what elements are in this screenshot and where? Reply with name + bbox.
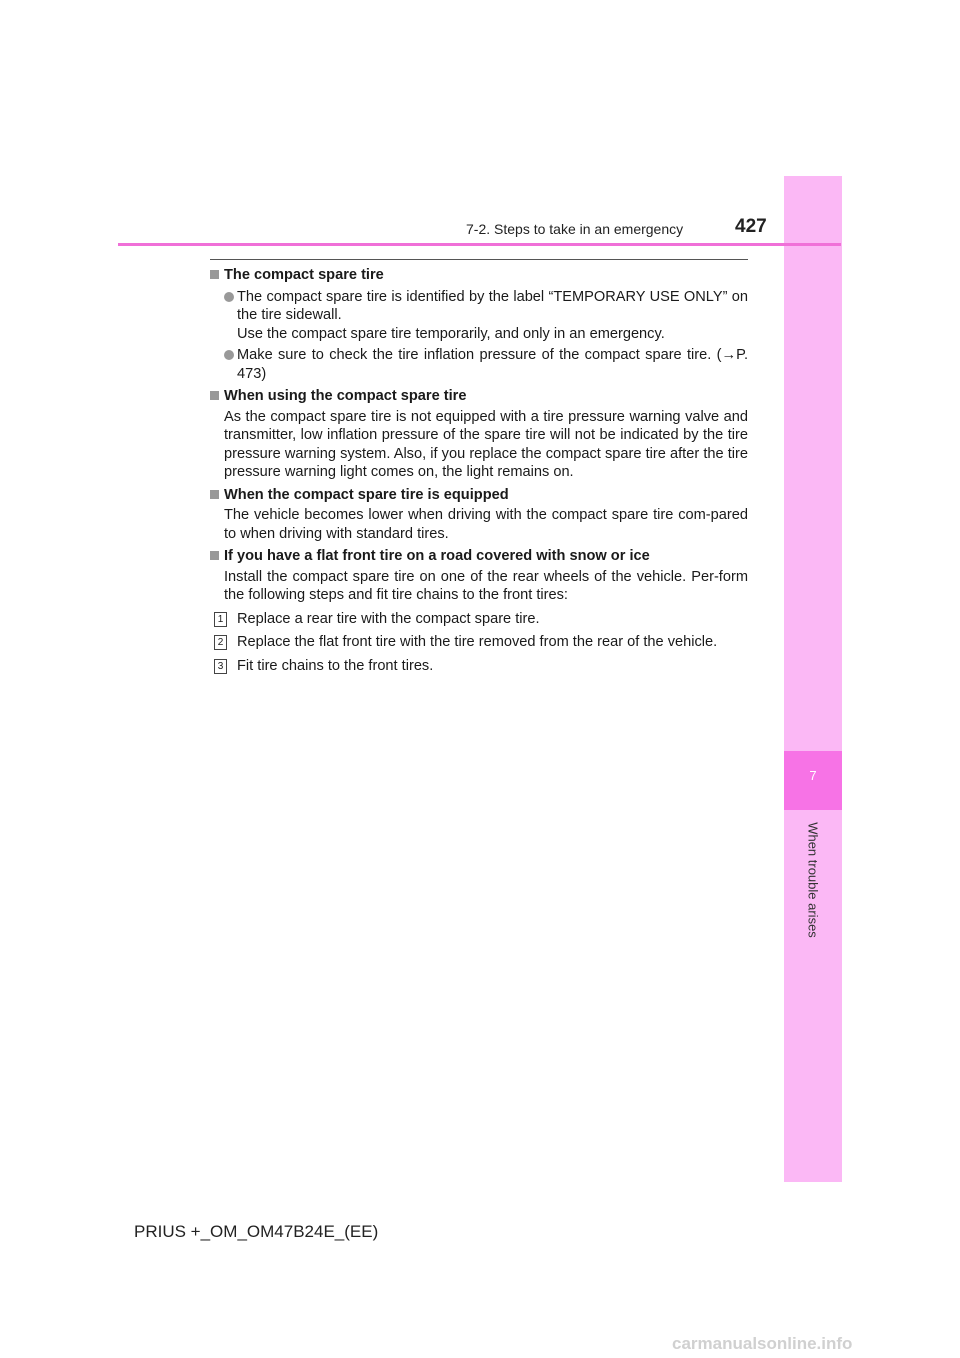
page-number: 427 (735, 216, 767, 237)
content-top-rule (210, 259, 748, 260)
bullet-line: Use the compact spare tire temporarily, and only in an emergency. (237, 325, 665, 342)
step-text: Replace the flat front tire with the tire removed from the rear of the vehicle. (237, 634, 718, 650)
step-item (210, 657, 748, 676)
bullet-text (237, 288, 748, 344)
bullet-item (210, 288, 748, 344)
step-text: Replace a rear tire with the compact spare tire. (237, 610, 540, 627)
heading-text: When using the compact spare tire (224, 388, 467, 404)
chapter-thumb-tab (784, 176, 842, 1182)
heading-text: The compact spare tire (224, 267, 384, 283)
watermark-text: carmanualsonline.info (672, 1334, 853, 1353)
bullet-item (210, 346, 748, 383)
circle-bullet-icon (224, 292, 234, 302)
circle-bullet-icon (224, 350, 234, 360)
chapter-number: 7 (809, 768, 817, 783)
heading-text: If you have a flat front tire on a road covered with snow or ice (224, 548, 650, 564)
step-number-box: 2 (214, 635, 227, 650)
step-number-box: 1 (214, 612, 227, 627)
square-bullet-icon (210, 391, 219, 400)
square-bullet-icon (210, 551, 219, 560)
heading-text: When the compact spare tire is equipped (224, 486, 509, 503)
header-rule (118, 243, 841, 246)
section-paragraph: Install the compact spare tire on one of the rear wheels of the vehicle. Per-form the following steps and fit tire chains to the front tires: (224, 568, 748, 603)
section-paragraph: The vehicle becomes lower when driving with the compact spare tire com-pared to when driving with standard tires. (224, 507, 748, 542)
footer-doc-code: PRIUS +_OM_OM47B24E_(EE) (134, 1222, 379, 1241)
bullet-line: The compact spare tire is identified by the label “TEMPORARY USE ONLY” on the tire sidewall. (237, 288, 748, 323)
section-heading (210, 486, 748, 505)
step-number-box: 3 (214, 659, 227, 674)
chapter-title: When trouble arises (805, 822, 821, 938)
bullet-text: Make sure to check the tire inflation pressure of the compact spare tire. (→P. 473) (237, 347, 748, 382)
step-item (210, 633, 748, 652)
content-body (210, 266, 748, 675)
section-heading (210, 266, 748, 285)
square-bullet-icon (210, 270, 219, 279)
square-bullet-icon (210, 490, 219, 499)
step-item (210, 610, 748, 629)
section-paragraph: As the compact spare tire is not equipped with a tire pressure warning valve and transmitter, low inflation pressure of the spare tire will not be indicated by the tire pressure warning system. Also, if you replace the compact spare tire after the tire pressure warning light comes on, the light remains on. (224, 408, 748, 480)
section-heading (210, 547, 748, 566)
step-text: Fit tire chains to the front tires. (237, 657, 434, 674)
section-heading (210, 387, 748, 406)
section-title: 7-2. Steps to take in an emergency (466, 221, 684, 237)
